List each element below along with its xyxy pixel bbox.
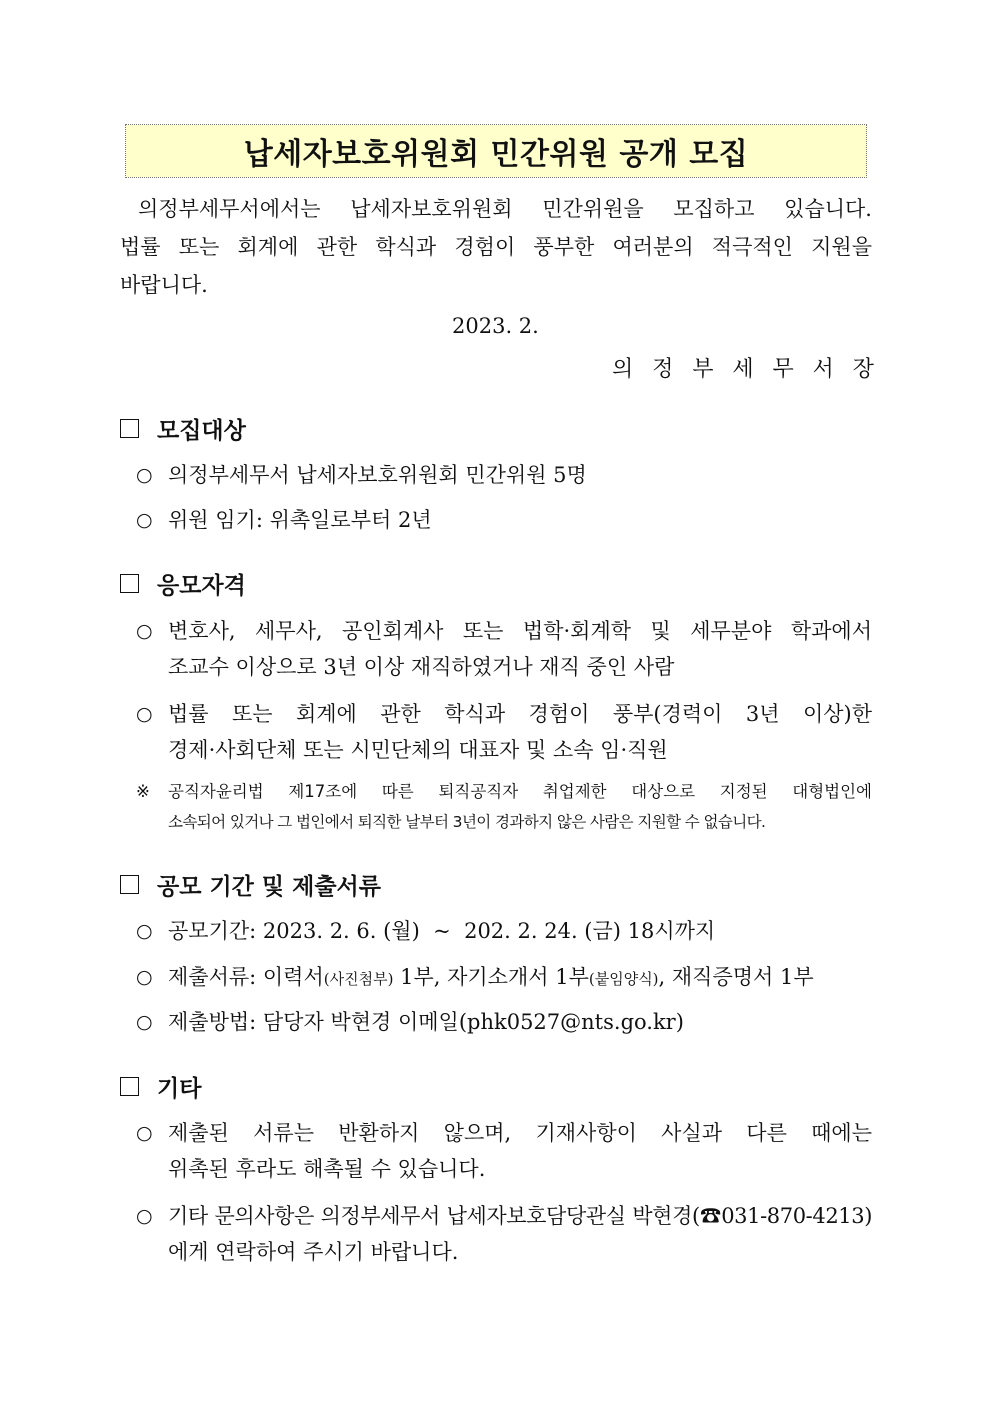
circle-bullet-icon: ○ <box>136 1011 153 1033</box>
reference-mark-icon: ※ <box>136 782 150 801</box>
item-text: 위원 임기: 위촉일로부터 2년 <box>168 508 432 532</box>
section-title: 공모 기간 및 제출서류 <box>157 873 381 900</box>
issuer-char: 장 <box>852 357 874 382</box>
section-title: 기타 <box>157 1075 202 1102</box>
issuer-char: 의 <box>612 357 634 382</box>
issuer-char: 무 <box>772 357 794 382</box>
item-text: 조교수 이상으로 3년 이상 재직하였거나 재직 중인 사람 <box>168 655 675 679</box>
circle-bullet-icon: ○ <box>136 920 153 942</box>
circle-bullet-icon: ○ <box>136 966 153 988</box>
issuer-char: 정 <box>652 357 674 382</box>
list-item <box>136 913 872 949</box>
section-target-heading <box>120 412 246 445</box>
intro-paragraph <box>120 190 872 304</box>
item-text: 위촉된 후라도 해촉될 수 있습니다. <box>168 1157 486 1181</box>
checkbox-square-icon <box>120 419 139 438</box>
issuer-char: 부 <box>692 357 714 382</box>
circle-bullet-icon: ○ <box>136 703 153 725</box>
title-box <box>125 124 867 178</box>
checkbox-square-icon <box>120 574 139 593</box>
item-text: 변호사, 세무사, 공인회계사 또는 법학·회계학 및 세무분야 학과에서 <box>168 619 872 643</box>
item-text: 법률 또는 회계에 관한 학식과 경험이 풍부(경력이 3년 이상)한 <box>168 702 872 726</box>
checkbox-square-icon <box>120 1077 139 1096</box>
item-text-part: 1부, 자기소개서 1부 <box>393 965 589 989</box>
list-item <box>136 613 872 685</box>
section-title: 응모자격 <box>157 572 246 599</box>
item-text: 기타 문의사항은 의정부세무서 납세자보호담당관실 박현경(☎031-870-4213) <box>168 1204 872 1228</box>
circle-bullet-icon: ○ <box>136 620 153 642</box>
section-period-heading <box>120 868 381 901</box>
item-text-small: (사진첨부) <box>323 970 394 988</box>
item-text: 경제·사회단체 또는 시민단체의 대표자 및 소속 임·직원 <box>168 738 668 762</box>
list-item <box>136 959 872 997</box>
circle-bullet-icon: ○ <box>136 1122 153 1144</box>
item-text-part: , 재직증명서 1부 <box>658 965 814 989</box>
issuer-char: 서 <box>812 357 834 382</box>
item-text-small: (붙임양식) <box>588 970 659 988</box>
section-etc-heading <box>120 1070 201 1103</box>
item-text: 제출된 서류는 반환하지 않으며, 기재사항이 사실과 다른 때에는 <box>168 1121 872 1145</box>
circle-bullet-icon: ○ <box>136 509 153 531</box>
item-text: 의정부세무서 납세자보호위원회 민간위원 5명 <box>168 463 587 487</box>
intro-line-1: 의정부세무서에서는 납세자보호위원회 민간위원을 모집하고 있습니다. <box>138 197 872 221</box>
intro-line-2: 법률 또는 회계에 관한 학식과 경험이 풍부한 여러분의 적극적인 지원을 <box>120 235 872 259</box>
circle-bullet-icon: ○ <box>136 1205 153 1227</box>
issuer-name <box>612 352 874 383</box>
list-item <box>136 696 872 768</box>
notice-date: 2023. 2. <box>452 314 539 338</box>
note-text: 소속되어 있거나 그 법인에서 퇴직한 날부터 3년이 경과하지 않은 사람은 지원할 수 없습니다. <box>168 813 766 831</box>
list-item <box>136 502 872 538</box>
circle-bullet-icon: ○ <box>136 464 153 486</box>
list-item <box>136 1004 872 1040</box>
note <box>136 777 872 837</box>
item-text-part: 제출서류: 이력서 <box>168 965 324 989</box>
checkbox-square-icon <box>120 875 139 894</box>
page-title: 납세자보호위원회 민간위원 공개 모집 <box>243 137 749 172</box>
issuer-char: 세 <box>732 357 754 382</box>
item-text <box>168 959 872 997</box>
item-text: 에게 연락하여 주시기 바랍니다. <box>168 1240 459 1264</box>
list-item <box>136 1115 872 1187</box>
section-qualification-heading <box>120 567 246 600</box>
section-title: 모집대상 <box>157 417 246 444</box>
item-text: 제출방법: 담당자 박현경 이메일(phk0527@nts.go.kr) <box>168 1010 684 1034</box>
list-item <box>136 1198 872 1270</box>
note-text: 공직자윤리법 제17조에 따른 퇴직공직자 취업제한 대상으로 지정된 대형법인에 <box>168 782 872 801</box>
list-item <box>136 457 872 493</box>
item-text: 공모기간: 2023. 2. 6. (월) ~ 202. 2. 24. (금) 18시까지 <box>168 919 716 943</box>
intro-line-3: 바랍니다. <box>120 273 208 297</box>
